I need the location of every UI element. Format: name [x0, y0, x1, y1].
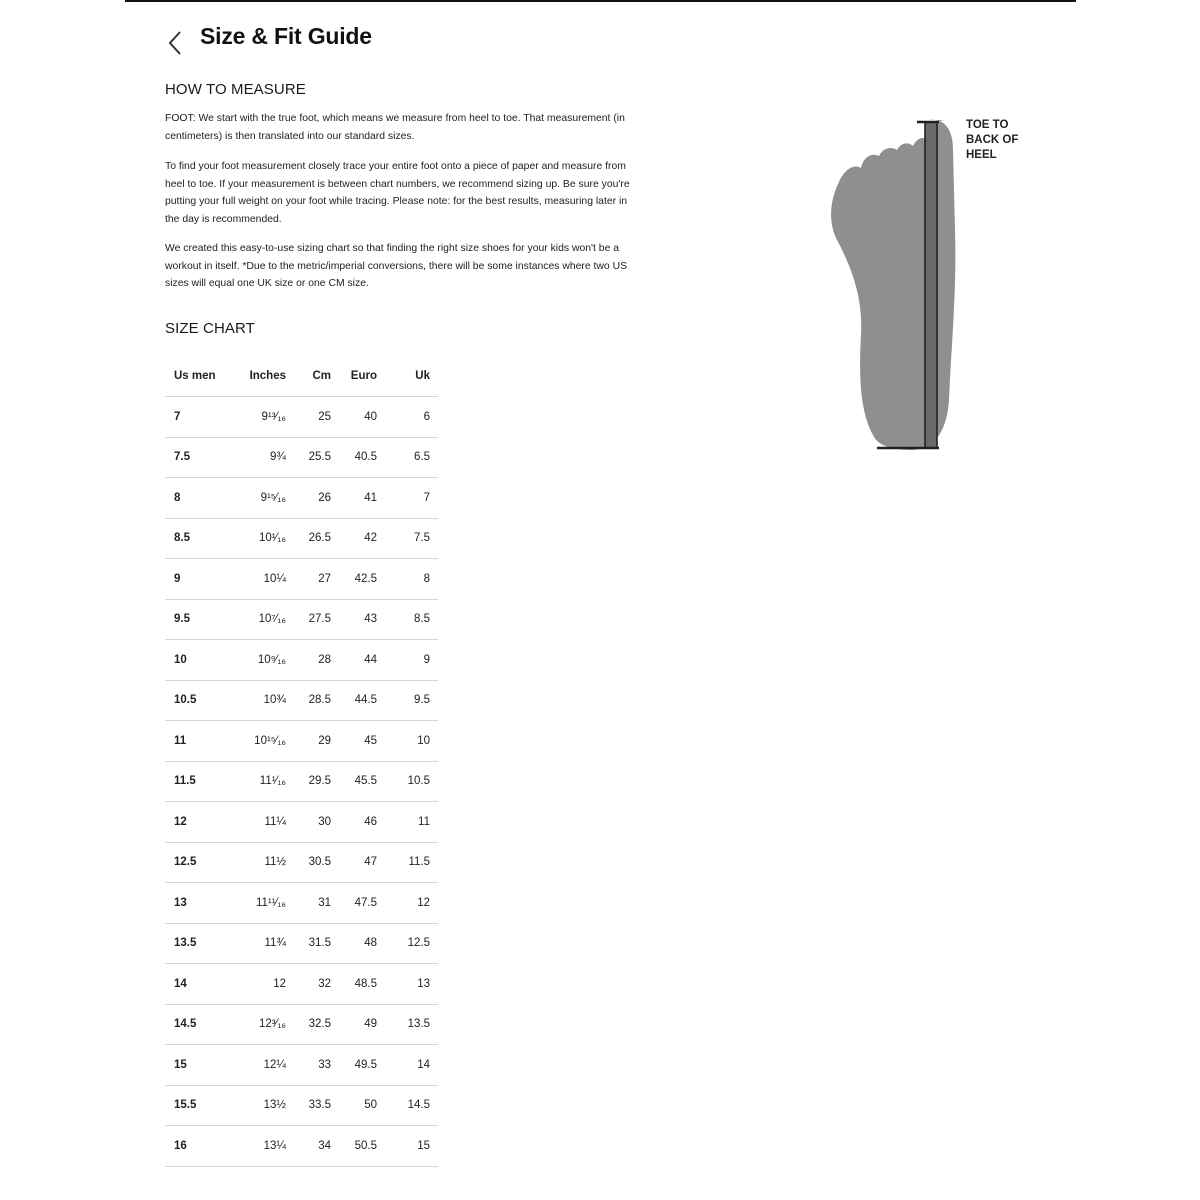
cell-inches: 9¹⁵⁄₁₆ — [238, 478, 288, 519]
cell-uk: 13.5 — [378, 1004, 438, 1045]
cell-us-men: 14 — [165, 964, 238, 1005]
table-row — [165, 923, 438, 964]
cell-uk: 14 — [378, 1045, 438, 1086]
table-row — [165, 559, 438, 600]
cell-inches: 11¹⁄₁₆ — [238, 761, 288, 802]
cell-inches: 12³⁄₁₆ — [238, 1004, 288, 1045]
measure-paragraph-foot: FOOT: We start with the true foot, which means we measure from heel to toe. That measurement (in centimeters) is then translated into our standard sizes. — [165, 113, 625, 142]
cell-cm: 30 — [288, 802, 331, 843]
cell-uk: 7 — [378, 478, 438, 519]
cell-us-men: 8 — [165, 478, 238, 519]
cell-cm: 31.5 — [288, 923, 331, 964]
table-row — [165, 721, 438, 762]
cell-euro: 42 — [331, 518, 378, 559]
cell-euro: 41 — [331, 478, 378, 519]
cell-inches: 10¼ — [238, 559, 288, 600]
cell-euro: 47 — [331, 842, 378, 883]
cell-euro: 49.5 — [331, 1045, 378, 1086]
cell-inches: 13¼ — [238, 1126, 288, 1167]
cell-us-men: 8.5 — [165, 518, 238, 559]
measure-paragraph-chart-note: We created this easy-to-use sizing chart so that finding the right size shoes for your kids won't be a workout in itself. *Due to the metric/imperial conversions, there will be some instances where two US sizes will equal one UK size or one CM size. — [165, 243, 627, 290]
cell-uk: 6.5 — [378, 437, 438, 478]
cell-cm: 31 — [288, 883, 331, 924]
cell-cm: 29 — [288, 721, 331, 762]
table-row — [165, 761, 438, 802]
cell-euro: 48 — [331, 923, 378, 964]
cell-cm: 27.5 — [288, 599, 331, 640]
cell-uk: 8.5 — [378, 599, 438, 640]
cell-euro: 48.5 — [331, 964, 378, 1005]
size-chart-heading: SIZE CHART — [165, 320, 255, 337]
column-header-us-men: Us men — [174, 370, 216, 382]
cell-euro: 50.5 — [331, 1126, 378, 1167]
table-row — [165, 802, 438, 843]
table-row — [165, 478, 438, 519]
cell-us-men: 11.5 — [165, 761, 238, 802]
cell-uk: 7.5 — [378, 518, 438, 559]
cell-us-men: 9 — [165, 559, 238, 600]
column-header-cm: Cm — [312, 370, 331, 382]
cell-inches: 10¹⁵⁄₁₆ — [238, 721, 288, 762]
cell-us-men: 12 — [165, 802, 238, 843]
cell-us-men: 11 — [165, 721, 238, 762]
cell-us-men: 13.5 — [165, 923, 238, 964]
cell-cm: 28 — [288, 640, 331, 681]
cell-cm: 33.5 — [288, 1085, 331, 1126]
cell-euro: 50 — [331, 1085, 378, 1126]
table-row — [165, 437, 438, 478]
cell-euro: 46 — [331, 802, 378, 843]
table-row — [165, 1126, 438, 1167]
table-header-row — [165, 356, 438, 397]
cell-cm: 33 — [288, 1045, 331, 1086]
cell-inches: 12¼ — [238, 1045, 288, 1086]
table-row — [165, 599, 438, 640]
table-row — [165, 680, 438, 721]
back-button[interactable] — [164, 29, 186, 57]
cell-inches: 9¹³⁄₁₆ — [238, 397, 288, 438]
cell-inches: 9¾ — [238, 437, 288, 478]
cell-uk: 13 — [378, 964, 438, 1005]
cell-uk: 9.5 — [378, 680, 438, 721]
cell-cm: 32 — [288, 964, 331, 1005]
cell-us-men: 15.5 — [165, 1085, 238, 1126]
cell-euro: 47.5 — [331, 883, 378, 924]
cell-us-men: 14.5 — [165, 1004, 238, 1045]
cell-cm: 27 — [288, 559, 331, 600]
cell-us-men: 10 — [165, 640, 238, 681]
table-row — [165, 1045, 438, 1086]
cell-cm: 28.5 — [288, 680, 331, 721]
measure-paragraph-tracing: To find your foot measurement closely trace your entire foot onto a piece of paper and measure from heel to toe. If your measurement is between chart numbers, we recommend sizing up. Be sure you're putting your full weight on your foot while tracing. Please note: for the best results, measuring later in the day is recommended. — [165, 161, 630, 225]
cell-us-men: 7.5 — [165, 437, 238, 478]
cell-euro: 43 — [331, 599, 378, 640]
cell-uk: 14.5 — [378, 1085, 438, 1126]
cell-cm: 26 — [288, 478, 331, 519]
page-title: Size & Fit Guide — [200, 23, 372, 49]
cell-us-men: 13 — [165, 883, 238, 924]
cell-cm: 26.5 — [288, 518, 331, 559]
table-row — [165, 640, 438, 681]
cell-us-men: 7 — [165, 397, 238, 438]
table-row — [165, 842, 438, 883]
cell-euro: 44.5 — [331, 680, 378, 721]
cell-inches: 11¹¹⁄₁₆ — [238, 883, 288, 924]
table-row — [165, 518, 438, 559]
cell-uk: 6 — [378, 397, 438, 438]
table-row — [165, 1085, 438, 1126]
cell-inches: 11¾ — [238, 923, 288, 964]
column-header-euro: Euro — [350, 370, 377, 382]
cell-cm: 29.5 — [288, 761, 331, 802]
cell-cm: 25.5 — [288, 437, 331, 478]
cell-uk: 11.5 — [378, 842, 438, 883]
cell-us-men: 10.5 — [165, 680, 238, 721]
cell-euro: 49 — [331, 1004, 378, 1045]
toe-to-heel-label: TOE TO BACK OF HEEL — [966, 119, 1019, 161]
cell-euro: 45.5 — [331, 761, 378, 802]
cell-euro: 40.5 — [331, 437, 378, 478]
cell-uk: 9 — [378, 640, 438, 681]
how-to-measure-heading: HOW TO MEASURE — [165, 81, 306, 98]
cell-inches: 10⁹⁄₁₆ — [238, 640, 288, 681]
cell-cm: 32.5 — [288, 1004, 331, 1045]
cell-inches: 12 — [238, 964, 288, 1005]
cell-uk: 12.5 — [378, 923, 438, 964]
cell-inches: 10⁷⁄₁₆ — [238, 599, 288, 640]
cell-euro: 40 — [331, 397, 378, 438]
cell-us-men: 12.5 — [165, 842, 238, 883]
cell-uk: 10 — [378, 721, 438, 762]
cell-uk: 11 — [378, 802, 438, 843]
column-header-uk: Uk — [415, 370, 430, 382]
chevron-left-icon — [164, 29, 186, 57]
table-row — [165, 964, 438, 1005]
cell-euro: 42.5 — [331, 559, 378, 600]
cell-uk: 12 — [378, 883, 438, 924]
cell-uk: 8 — [378, 559, 438, 600]
cell-us-men: 9.5 — [165, 599, 238, 640]
table-row — [165, 1004, 438, 1045]
cell-us-men: 15 — [165, 1045, 238, 1086]
cell-uk: 10.5 — [378, 761, 438, 802]
cell-uk: 15 — [378, 1126, 438, 1167]
size-chart-table — [165, 356, 438, 1167]
top-divider — [125, 0, 1076, 2]
cell-cm: 25 — [288, 397, 331, 438]
cell-inches: 10¹⁄₁₆ — [238, 518, 288, 559]
cell-inches: 10¾ — [238, 680, 288, 721]
cell-cm: 30.5 — [288, 842, 331, 883]
cell-inches: 11½ — [238, 842, 288, 883]
column-header-inches: Inches — [249, 370, 286, 382]
cell-cm: 34 — [288, 1126, 331, 1167]
cell-us-men: 16 — [165, 1126, 238, 1167]
cell-euro: 45 — [331, 721, 378, 762]
cell-inches: 13½ — [238, 1085, 288, 1126]
cell-inches: 11¼ — [238, 802, 288, 843]
table-row — [165, 883, 438, 924]
measure-ruler — [925, 122, 937, 448]
table-row — [165, 397, 438, 438]
cell-euro: 44 — [331, 640, 378, 681]
